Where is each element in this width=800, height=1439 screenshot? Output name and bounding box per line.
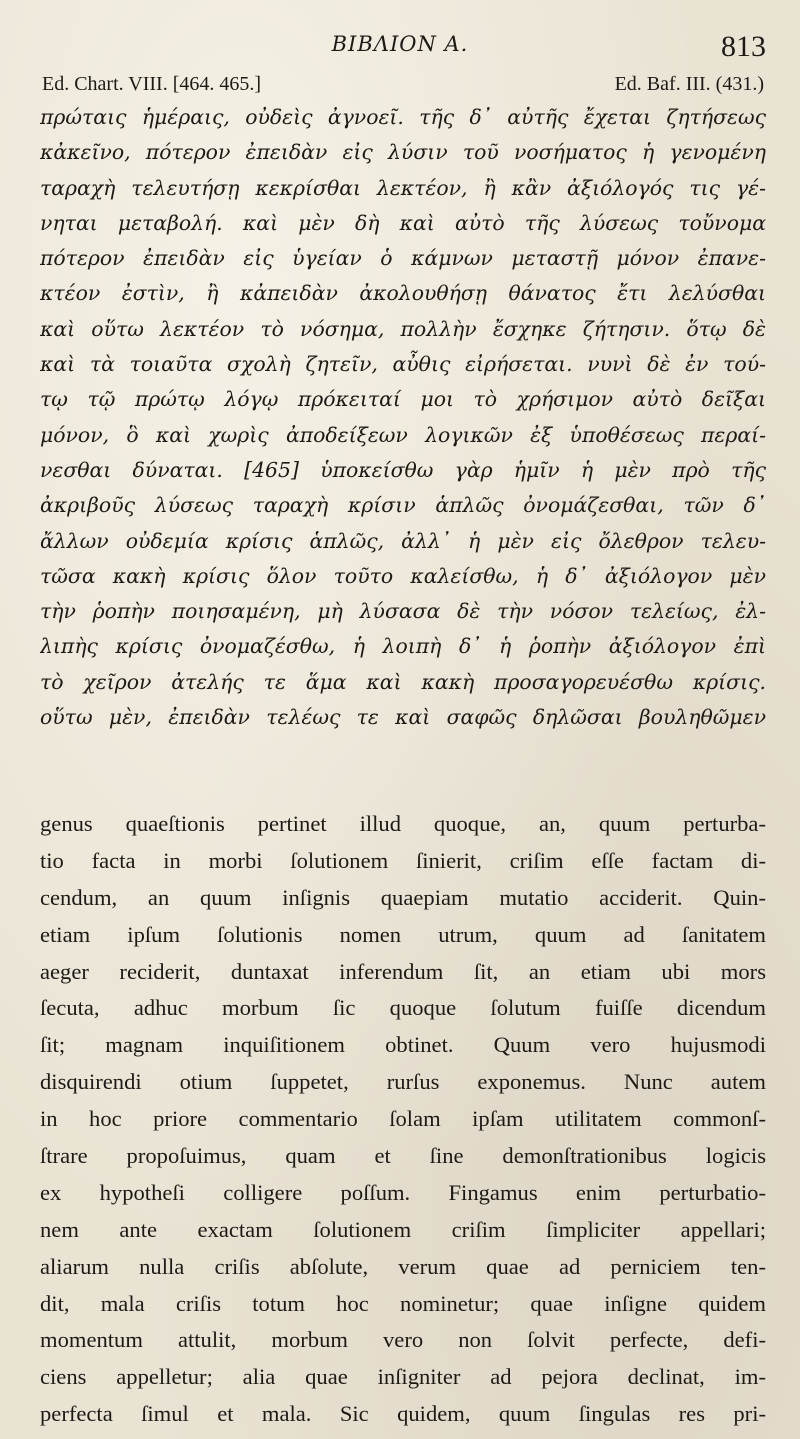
latin-line: tio facta in morbi ſolutionem ſinierit, criſim eſſe factam di- — [40, 847, 766, 873]
greek-line: πότερον ἐπειδὰν εἰς ὑγείαν ὁ κάμνων μεταστῇ μόνον ἐπανε- — [40, 246, 766, 271]
greek-line: κἀκεῖνο, πότερον ἐπειδὰν εἰς λύσιν τοῦ νοσήματος ἡ γενομένη — [40, 140, 766, 165]
greek-line: οὕτω μὲν, ἐπειδὰν τελέως τε καὶ σαφῶς δηλῶσαι βουληθῶμεν — [40, 705, 766, 730]
latin-line: momentum attulit, morbum vero non ſolvit perfecte, defi- — [40, 1327, 766, 1353]
latin-line: aliarum nulla criſis abſolute, verum quae ad perniciem ten- — [40, 1253, 766, 1279]
greek-line: νεσθαι δύναται. [465] ὑποκείσθω γὰρ ἡμῖν ἡ μὲν πρὸ τῆς — [40, 457, 766, 482]
latin-line: cendum, an quum inſignis quaepiam mutatio acciderit. Quin- — [40, 884, 766, 910]
latin-line: ex hypotheſi colligere poſſum. Fingamus enim perturbatio- — [40, 1179, 766, 1205]
greek-line: νηται μεταβολή. καὶ μὲν δὴ καὶ αὐτὸ τῆς λύσεως τοὔνομα — [40, 210, 766, 235]
greek-line: καὶ οὕτω λεκτέον τὸ νόσημα, πολλὴν ἔσχηκε ζήτησιν. ὅτῳ δὲ — [40, 316, 766, 341]
latin-line: dit, mala criſis totum hoc nominetur; quae inſigne quidem — [40, 1290, 766, 1316]
latin-line: aeger reciderit, duntaxat inferendum ſit, an etiam ubi mors — [40, 958, 766, 984]
greek-line: τὴν ῥοπὴν ποιησαμένη, μὴ λύσασα δὲ τὴν νόσον τελείως, ἐλ- — [40, 599, 766, 624]
greek-line: κτέον ἐστὶν, ἢ κἀπειδὰν ἀκολουθήσῃ θάνατος ἔτι λελύσθαι — [40, 281, 766, 306]
latin-line: etiam ipſum ſolutionis nomen utrum, quum ad ſanitatem — [40, 921, 766, 947]
greek-line: τὸ χεῖρον ἀτελής τε ἅμα καὶ κακὴ προσαγορευέσθω κρίσις. — [40, 669, 766, 694]
latin-translation — [40, 806, 766, 1433]
latin-line: perfecta ſimul et mala. Sic quidem, quum ſingulas res pri- — [40, 1401, 766, 1427]
latin-line: ciens appelletur; alia quae inſigniter ad pejora declinat, im- — [40, 1364, 766, 1390]
latin-line: ſtrare propoſuimus, quam et ſine demonſtrationibus logicis — [40, 1143, 766, 1169]
greek-line: ταραχὴ τελευτήσῃ κεκρίσθαι λεκτέον, ἢ κἂν ἀξιόλογός τις γέ- — [40, 175, 766, 200]
greek-line: λιπὴς κρίσις ὀνομαζέσθω, ἡ λοιπὴ δ᾽ ἡ ῥοπὴν ἀξιόλογον ἐπὶ — [40, 634, 766, 659]
latin-line: genus quaeſtionis pertinet illud quoque, an, quum perturba- — [40, 811, 766, 836]
latin-line: ſecuta, adhuc morbum ſic quoque ſolutum fuiſſe dicendum — [40, 995, 766, 1021]
page-number: 813 — [721, 30, 766, 63]
greek-line: ἀκριβοῦς λύσεως ταραχὴ κρίσιν ἁπλῶς ὀνομάζεσθαι, τῶν δ᾽ — [40, 493, 766, 518]
greek-text — [40, 100, 766, 735]
latin-line: disquirendi otium ſuppetet, rurſus exponemus. Nunc autem — [40, 1069, 766, 1095]
latin-line: ſit; magnam inquiſitionem obtinet. Quum vero hujusmodi — [40, 1032, 766, 1058]
greek-line: τῳ τῷ πρώτῳ λόγῳ πρόκειταί μοι τὸ χρήσιμον αὐτὸ δεῖξαι — [40, 387, 766, 412]
edition-reference-chart: Ed. Chart. VIII. [464. 465.] — [42, 73, 262, 95]
greek-line: τῶσα κακὴ κρίσις ὅλον τοῦτο καλείσθω, ἡ δ᾽ ἀξιόλογον μὲν — [40, 563, 766, 588]
greek-line: ἄλλων οὐδεμία κρίσις ἁπλῶς, ἀλλ᾽ ἡ μὲν εἰς ὄλεθρον τελευ- — [40, 528, 766, 553]
running-head — [0, 28, 800, 62]
running-title: ΒΙΒΛΙΟΝ Α. — [331, 32, 469, 56]
latin-line: in hoc priore commentario ſolam ipſam utilitatem commonſ- — [40, 1106, 766, 1132]
latin-line: nem ante exactam ſolutionem criſim ſimpliciter appellari; — [40, 1216, 766, 1242]
edition-references — [42, 73, 764, 101]
greek-line: πρώταις ἡμέραις, οὐδεὶς ἀγνοεῖ. τῆς δ᾽ αὐτῆς ἔχεται ζητήσεως — [40, 105, 766, 129]
greek-line: μόνον, ὃ καὶ χωρὶς ἀποδείξεων λογικῶν ἐξ ὑποθέσεως περαί- — [40, 422, 766, 447]
edition-reference-basel: Ed. Baf. III. (431.) — [614, 73, 764, 95]
greek-line: καὶ τὰ τοιαῦτα σχολὴ ζητεῖν, αὖθις εἰρήσεται. νυνὶ δὲ ἐν τού- — [40, 352, 766, 377]
